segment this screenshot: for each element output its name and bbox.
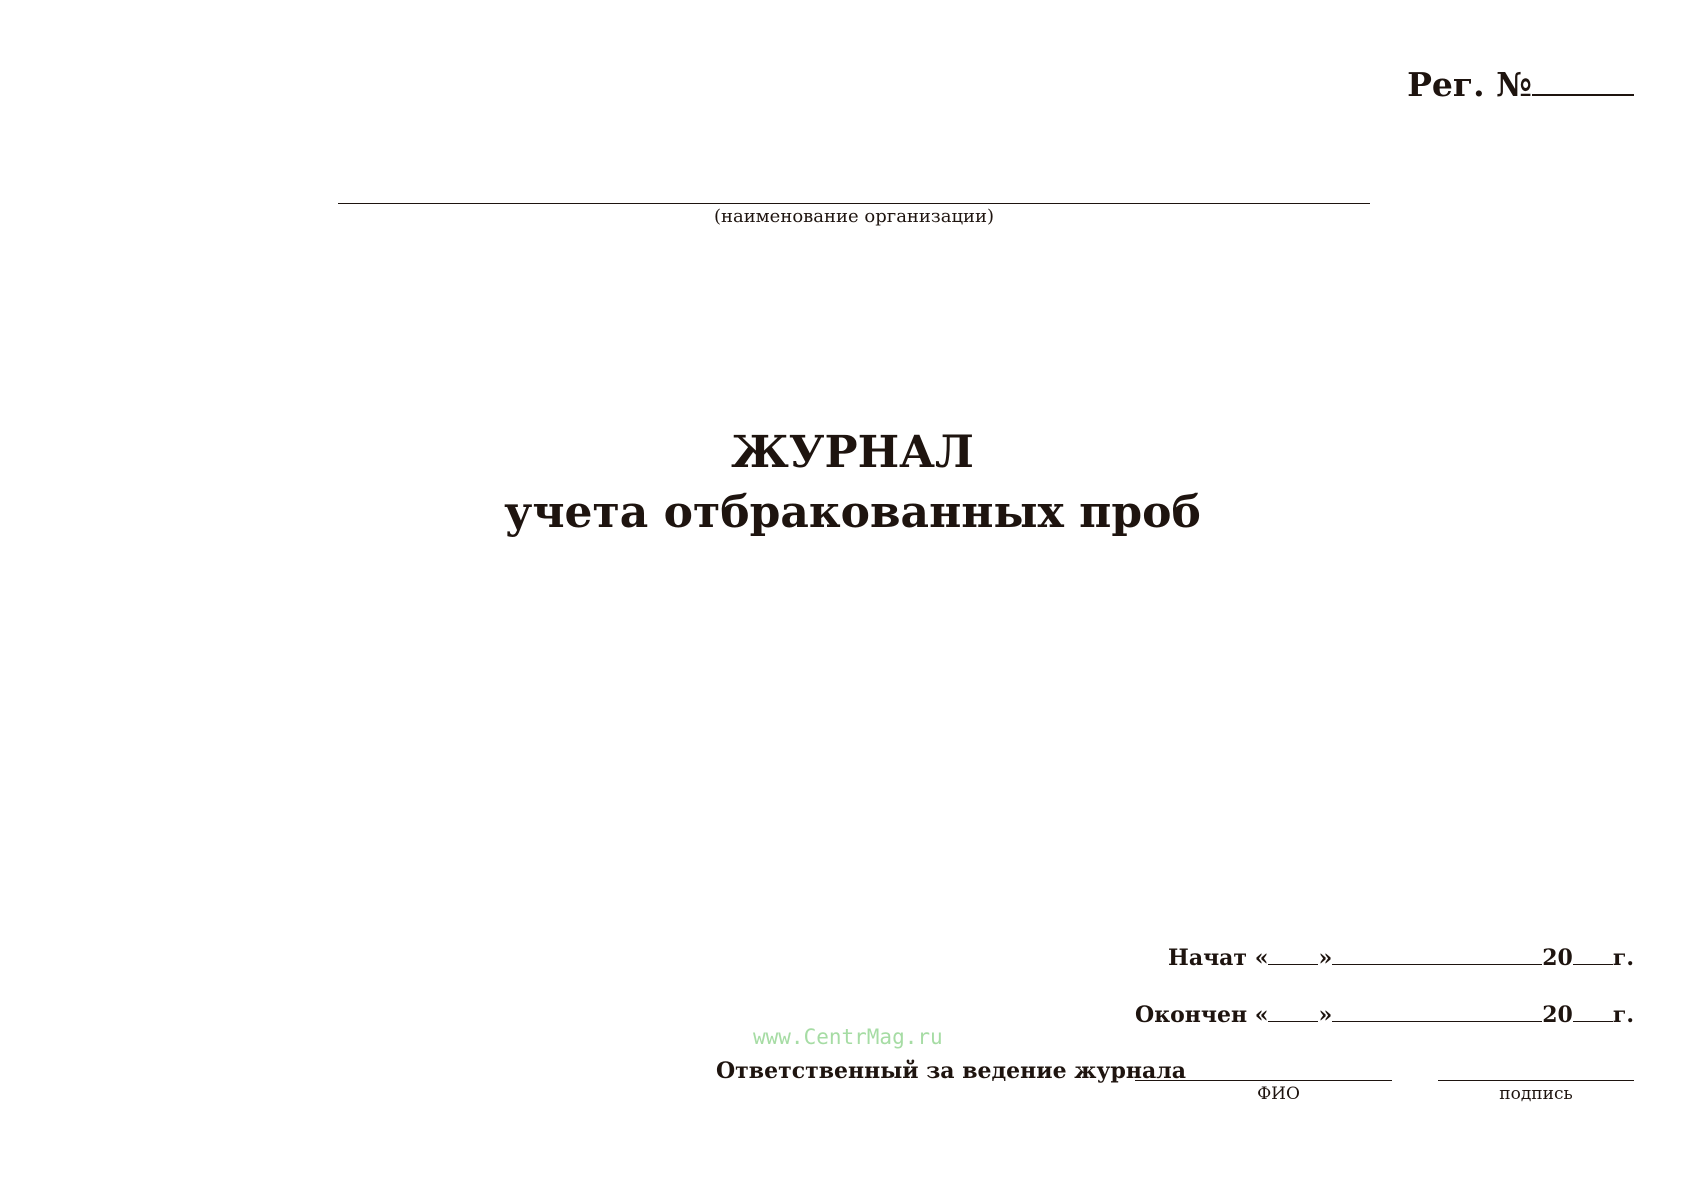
- started-quote-close: »: [1318, 945, 1333, 971]
- started-date-row: [1168, 944, 1634, 971]
- finished-month-field[interactable]: [1332, 1001, 1542, 1022]
- finished-year-suffix: г.: [1612, 1002, 1634, 1028]
- finished-label: Окончен «: [1135, 1002, 1269, 1028]
- started-year-prefix: 20: [1542, 945, 1573, 971]
- finished-day-field[interactable]: [1268, 1001, 1318, 1022]
- organization-name-field[interactable]: [338, 203, 1370, 204]
- registration-number: [1407, 64, 1634, 104]
- started-month-field[interactable]: [1332, 944, 1542, 965]
- started-day-field[interactable]: [1268, 944, 1318, 965]
- finished-year-field[interactable]: [1573, 1001, 1613, 1022]
- page-title: [0, 423, 1697, 543]
- started-label: Начат «: [1168, 945, 1269, 971]
- finished-quote-close: »: [1318, 1002, 1333, 1028]
- fio-caption: ФИО: [1257, 1084, 1300, 1104]
- title-line-1: ЖУРНАЛ: [731, 427, 974, 478]
- started-year-suffix: г.: [1612, 945, 1634, 971]
- watermark: www.CentrMag.ru: [753, 1025, 943, 1049]
- finished-year-prefix: 20: [1542, 1002, 1573, 1028]
- registration-number-field[interactable]: [1532, 64, 1634, 96]
- signature-caption: подпись: [1499, 1084, 1573, 1104]
- started-year-field[interactable]: [1573, 944, 1613, 965]
- responsible-signature-field[interactable]: [1438, 1080, 1634, 1081]
- registration-label: Рег. №: [1407, 65, 1532, 104]
- organization-caption: (наименование организации): [713, 206, 995, 227]
- finished-date-row: [1135, 1001, 1634, 1028]
- responsible-fio-field[interactable]: [1135, 1080, 1392, 1081]
- responsible-label: Ответственный за ведение журнала: [716, 1058, 1187, 1084]
- title-line-2: учета отбракованных проб: [504, 487, 1201, 538]
